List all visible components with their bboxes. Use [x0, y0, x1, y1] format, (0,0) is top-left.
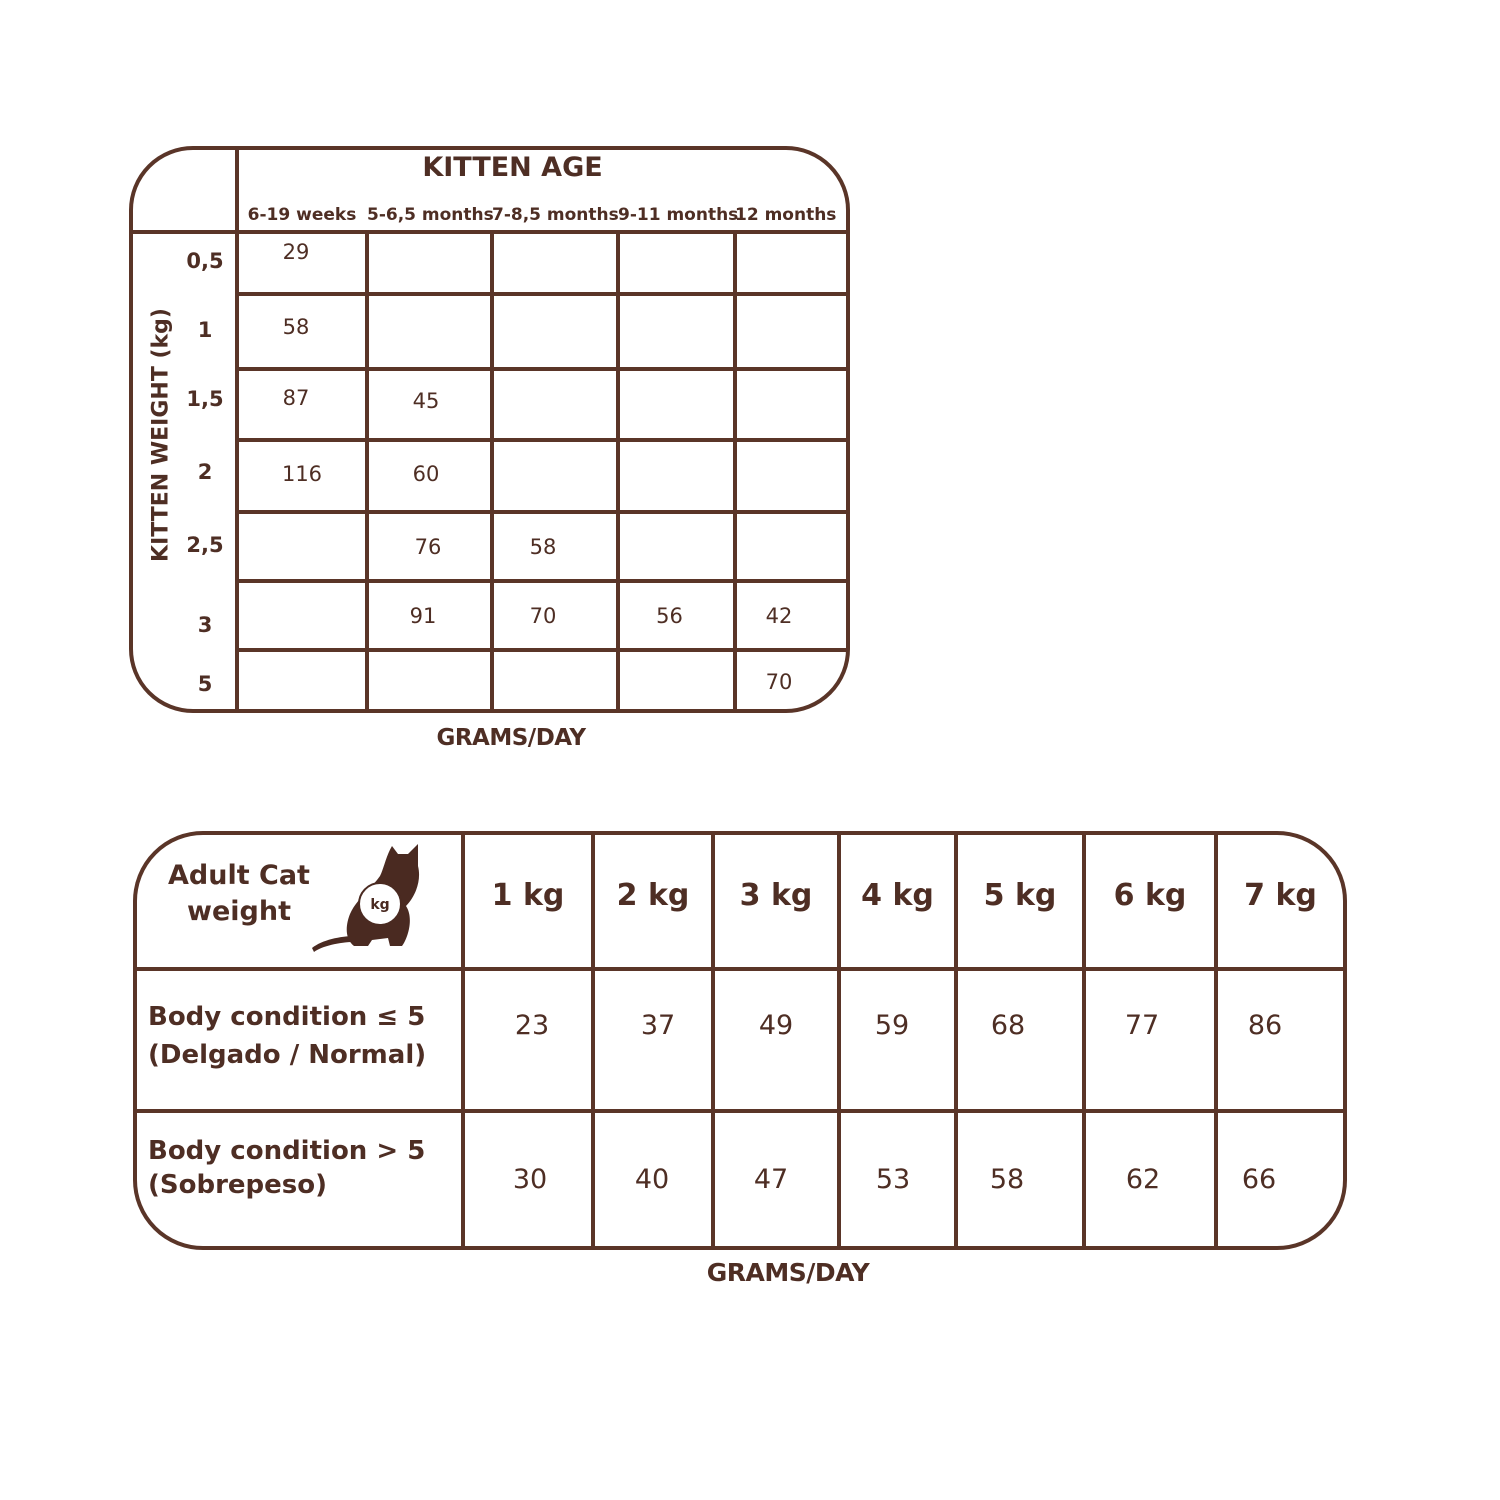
adult-cell: 59: [874, 1010, 910, 1041]
kitten-cell: 116: [281, 462, 323, 486]
adult-weight-col-header: 4 kg: [861, 878, 934, 913]
adult-cell: 86: [1247, 1010, 1283, 1041]
kitten-age-title: KITTEN AGE: [422, 152, 603, 183]
adult-title-line1: Adult Cat: [168, 860, 310, 891]
adult-weight-col-header: 5 kg: [983, 878, 1057, 913]
kitten-cell: 58: [282, 315, 310, 339]
adult-weight-col-header: 1 kg: [491, 878, 565, 913]
kitten-cell: 70: [765, 670, 793, 694]
adult-cat-weight-title: [164, 858, 314, 930]
row-label-line2: (Sobrepeso): [148, 1170, 328, 1200]
kitten-row-weight: 5: [197, 672, 213, 696]
kitten-cell: 70: [529, 604, 557, 628]
adult-cell: 47: [753, 1164, 789, 1195]
kg-badge: kg: [370, 897, 390, 913]
kitten-cell: 45: [412, 389, 440, 413]
kitten-row-weight: 2,5: [186, 533, 224, 557]
row-label-line2: (Delgado / Normal): [148, 1040, 427, 1070]
kitten-row-weight: 1,5: [186, 387, 224, 411]
kitten-cell: 60: [412, 462, 440, 486]
adult-weight-col-header: 3 kg: [739, 878, 813, 913]
row-label-line1: Body condition ≤ 5: [148, 1002, 426, 1032]
kitten-col-header: 9-11 months: [618, 205, 739, 225]
kitten-row-weight: 3: [197, 613, 213, 637]
adult-cell: 62: [1125, 1164, 1161, 1195]
cat-silhouette-icon: [310, 842, 430, 957]
kitten-cell: 29: [282, 240, 310, 264]
adult-cell: 68: [990, 1010, 1026, 1041]
body-condition-normal-label: [148, 998, 448, 1074]
kitten-cell: 87: [282, 386, 310, 410]
kitten-cell: 58: [529, 535, 557, 559]
kitten-cell: 76: [414, 535, 442, 559]
adult-weight-col-header: 2 kg: [616, 878, 690, 913]
row-label-line1: Body condition > 5: [148, 1136, 426, 1166]
kitten-col-header: 12 months: [735, 205, 837, 225]
kitten-col-header: 6-19 weeks: [247, 205, 357, 225]
kitten-row-weight: 2: [197, 460, 213, 484]
kitten-row-weight: 0,5: [186, 249, 224, 273]
kitten-col-header: 5-6,5 months: [367, 205, 494, 225]
adult-cell: 37: [640, 1010, 676, 1041]
body-condition-overweight-label: [148, 1134, 448, 1202]
adult-grams-per-day-label: GRAMS/DAY: [706, 1258, 870, 1287]
adult-cell: 77: [1124, 1010, 1160, 1041]
kitten-cell: 42: [765, 604, 793, 628]
adult-cell: 49: [758, 1010, 794, 1041]
kitten-grams-per-day-label: GRAMS/DAY: [436, 725, 586, 751]
adult-cell: 58: [989, 1164, 1025, 1195]
adult-cell: 40: [634, 1164, 670, 1195]
adult-cell: 23: [514, 1010, 550, 1041]
adult-cell: 66: [1241, 1164, 1277, 1195]
kitten-cell: 56: [656, 604, 683, 628]
adult-cell: 53: [875, 1164, 911, 1195]
kitten-col-header: 7-8,5 months: [492, 205, 619, 225]
adult-title-line2: weight: [187, 896, 291, 927]
adult-weight-col-header: 6 kg: [1113, 878, 1187, 913]
adult-cell: 30: [512, 1164, 548, 1195]
kitten-row-weight: 1: [197, 318, 213, 342]
kitten-cell: 91: [409, 604, 437, 628]
adult-weight-col-header: 7 kg: [1244, 878, 1317, 913]
